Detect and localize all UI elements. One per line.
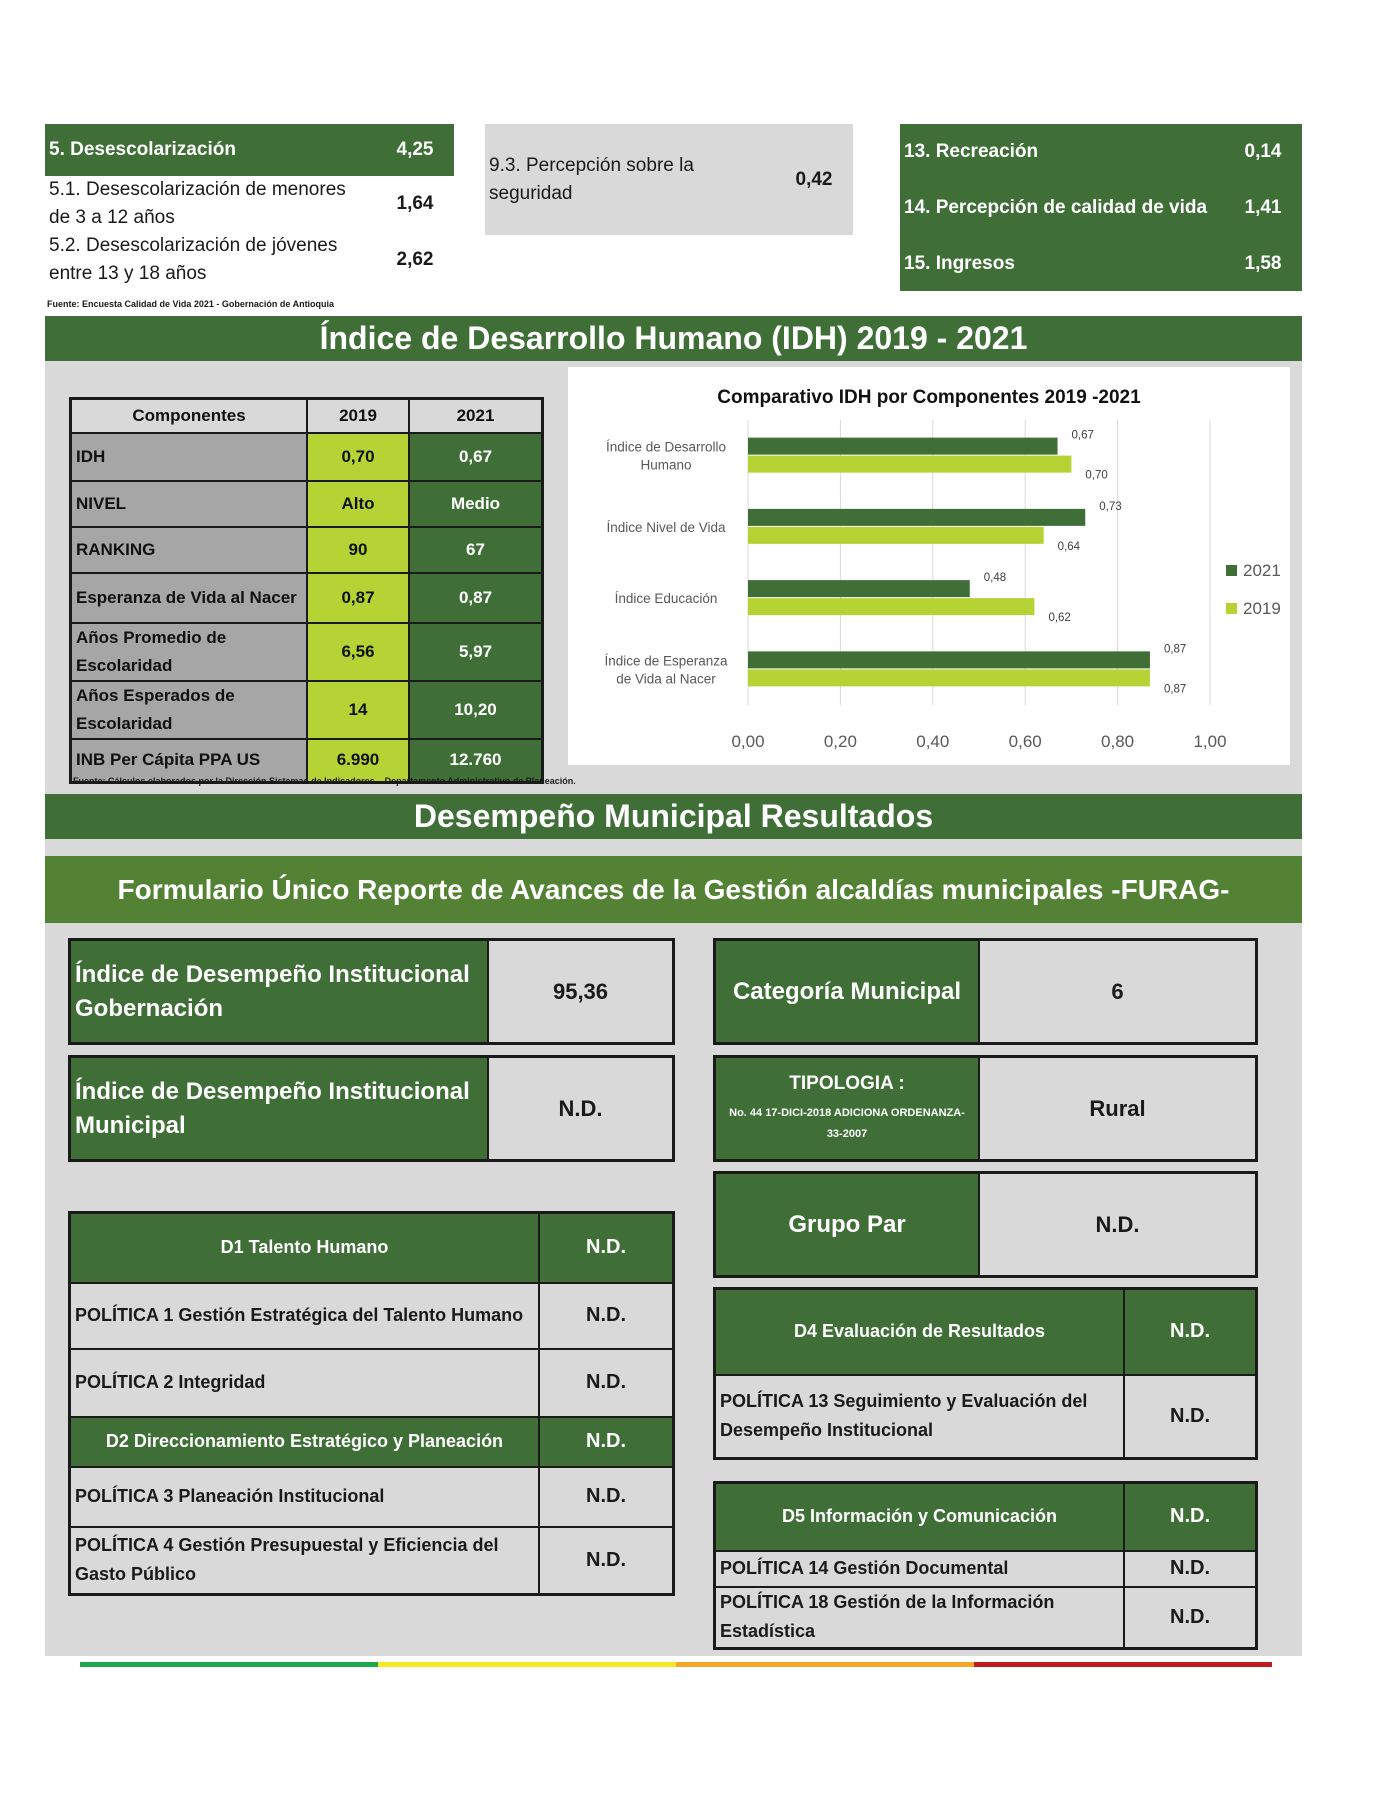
percepcion-seguridad-block (485, 124, 853, 235)
chart-bar-2019 (748, 527, 1044, 544)
chart-data-label: 0,70 (1085, 469, 1108, 482)
politica-row (715, 1587, 1257, 1649)
d4-header-row (715, 1289, 1257, 1375)
idi-gobernacion-label: Índice de Desempeño Institucional Gobernación (71, 941, 489, 1042)
politica-value: N.D. (539, 1283, 674, 1349)
chart-category-label: Índice de Esperanza de Vida al Nacer (604, 653, 728, 687)
politica-label: POLÍTICA 13 Seguimiento y Evaluación del Desempeño Institucional (715, 1375, 1125, 1459)
politica-label: POLÍTICA 4 Gestión Presupuestal y Eficiencia del Gasto Público (70, 1527, 540, 1595)
chart-bar-2019 (748, 669, 1150, 686)
desescolarizacion-label: 5. Desescolarización (49, 139, 236, 160)
chart-data-label: 0,73 (1099, 500, 1122, 513)
chart-legend-swatch (1226, 565, 1237, 576)
idh-cell-2021: 0,87 (409, 573, 543, 623)
idh-title-text: Índice de Desarrollo Humano (IDH) 2019 - 2021 (319, 320, 1028, 356)
d5-header-row (715, 1483, 1257, 1551)
percepcion-seguridad-value: 0,42 (795, 168, 833, 190)
politicas-table-d4 (713, 1287, 1258, 1460)
chart-data-label: 0,87 (1163, 683, 1187, 696)
idh-cell-2021: 5,97 (409, 623, 543, 681)
stripe-yellow (378, 1662, 676, 1667)
idh-cell-2019: 6,56 (307, 623, 409, 681)
idh-cell-label: IDH (71, 433, 308, 481)
percepcion-calidad-row (900, 180, 1302, 236)
idh-cell-2021: Medio (409, 481, 543, 527)
chart-data-label: 0,64 (1057, 540, 1081, 553)
desempeno-title (45, 794, 1302, 839)
politica-value: N.D. (539, 1467, 674, 1527)
categoria-box (713, 938, 1258, 1045)
chart-category-label: Índice Educación (614, 591, 718, 607)
source-note-idh: Fuente: Cálculos elaborados por la Dirección Sistemas de Indicadores – Departamento Administrativo de Planeación. (73, 776, 576, 786)
tipologia-sub: No. 44 17-DICI-2018 ADICIONA ORDENANZA-33-2007 (729, 1106, 965, 1140)
chart-bar-2019 (748, 456, 1071, 473)
chart-data-label: 0,67 (1071, 429, 1094, 442)
idi-gobernacion-box (68, 938, 675, 1045)
idh-cell-label: NIVEL (71, 481, 308, 527)
row-value: 2,62 (396, 249, 434, 270)
chart-data-label: 0,62 (1048, 612, 1071, 625)
stripe-red (974, 1662, 1272, 1667)
idh-cell-label: Años Esperados de Escolaridad (71, 681, 308, 739)
idh-cell-2019: 0,87 (307, 573, 409, 623)
recreacion-row (900, 124, 1302, 180)
chart-bar-2021 (748, 651, 1150, 668)
percepcion-seguridad-label: 9.3. Percepción sobre la seguridad (489, 154, 694, 204)
chart-bar-2021 (748, 509, 1085, 526)
chart-category-label: Índice Nivel de Vida (606, 519, 726, 535)
idh-row (71, 681, 543, 739)
idh-cell-2019: 6.990 (307, 739, 409, 783)
tipologia-label-box (716, 1058, 980, 1159)
d1-label: D1 Talento Humano (70, 1213, 540, 1283)
stripe-green (80, 1662, 378, 1667)
idh-cell-2021: 12.760 (409, 739, 543, 783)
idi-municipal-value: N.D. (489, 1058, 672, 1159)
d1-header-row (70, 1213, 674, 1283)
politica-label: POLÍTICA 18 Gestión de la Información Estadística (715, 1587, 1125, 1649)
politica-label: POLÍTICA 2 Integridad (70, 1349, 540, 1417)
politicas-table-d5 (713, 1481, 1258, 1650)
chart-x-tick-label: 0,80 (1101, 732, 1135, 751)
politica-value: N.D. (539, 1527, 674, 1595)
tipologia-value: Rural (980, 1058, 1255, 1159)
idh-cell-label: Años Promedio de Escolaridad (71, 623, 308, 681)
grupo-par-value: N.D. (980, 1174, 1255, 1275)
idi-municipal-label: Índice de Desempeño Institucional Municipal (71, 1058, 489, 1159)
desescolarizacion-row-1 (45, 176, 454, 232)
idh-cell-label: INB Per Cápita PPA US (71, 739, 308, 783)
politica-value: N.D. (1124, 1375, 1257, 1459)
politicas-table-d1-d2 (68, 1211, 675, 1596)
chart-legend-label: 2019 (1243, 599, 1281, 618)
chart-data-label: 0,87 (1163, 643, 1187, 656)
idh-cell-2019: Alto (307, 481, 409, 527)
desempeno-title-text: Desempeño Municipal Resultados (413, 798, 934, 834)
d4-label: D4 Evaluación de Resultados (715, 1289, 1125, 1375)
idi-municipal-box (68, 1055, 675, 1162)
idh-table (69, 397, 544, 784)
idh-header-2019: 2019 (307, 399, 409, 433)
ingresos-label: 15. Ingresos (904, 252, 1015, 274)
tipologia-box (713, 1055, 1258, 1162)
politica-label: POLÍTICA 14 Gestión Documental (715, 1551, 1125, 1587)
chart-x-tick-label: 0,20 (823, 732, 857, 751)
politica-row (715, 1375, 1257, 1459)
politica-value: N.D. (539, 1349, 674, 1417)
calidad-vida-block (900, 124, 1302, 291)
categoria-label: Categoría Municipal (716, 941, 980, 1042)
idh-title (45, 316, 1302, 361)
chart-x-tick-label: 0,60 (1008, 732, 1042, 751)
percepcion-calidad-label: 14. Percepción de calidad de vida (904, 197, 1208, 218)
ingresos-value: 1,58 (1244, 252, 1282, 274)
politica-row (715, 1551, 1257, 1587)
politica-label: POLÍTICA 1 Gestión Estratégica del Talento Humano (70, 1283, 540, 1349)
chart-bar-2021 (748, 580, 970, 597)
chart-x-tick-label: 0,40 (916, 732, 950, 751)
politica-row (70, 1349, 674, 1417)
row-label: 5.2. Desescolarización de jóvenes entre 13 y 18 años (49, 235, 338, 284)
furag-title (45, 856, 1302, 923)
grupo-par-box (713, 1171, 1258, 1278)
idh-cell-2021: 0,67 (409, 433, 543, 481)
chart-legend-swatch (1226, 603, 1237, 614)
row-label: 5.1. Desescolarización de menores de 3 a 12 años (49, 179, 346, 228)
politica-row (70, 1283, 674, 1349)
d2-label: D2 Direccionamiento Estratégico y Planeación (70, 1417, 540, 1467)
politica-row (70, 1467, 674, 1527)
row-value: 1,64 (396, 193, 434, 214)
idh-comparison-chart (568, 367, 1290, 765)
ingresos-row (900, 236, 1302, 291)
tipologia-label: TIPOLOGIA : (789, 1072, 905, 1094)
d4-value: N.D. (1124, 1289, 1257, 1375)
grupo-par-label: Grupo Par (716, 1174, 980, 1275)
idh-header-2021: 2021 (409, 399, 543, 433)
d2-header-row (70, 1417, 674, 1467)
source-note-ecv: Fuente: Encuesta Calidad de Vida 2021 - Gobernación de Antioquia (47, 299, 335, 309)
desescolarizacion-row-2 (45, 232, 454, 288)
idh-cell-2019: 90 (307, 527, 409, 573)
recreacion-value: 0,14 (1244, 141, 1282, 162)
idh-row (71, 623, 543, 681)
idh-cell-2019: 0,70 (307, 433, 409, 481)
idh-chart-panel (568, 367, 1290, 765)
d2-value: N.D. (539, 1417, 674, 1467)
chart-bar-2019 (748, 598, 1034, 615)
stripe-orange (676, 1662, 974, 1667)
chart-title: Comparativo IDH por Componentes 2019 -2021 (717, 387, 1141, 408)
idh-cell-label: RANKING (71, 527, 308, 573)
politica-value: N.D. (1124, 1551, 1257, 1587)
desescolarizacion-value: 4,25 (396, 139, 434, 160)
politica-label: POLÍTICA 3 Planeación Institucional (70, 1467, 540, 1527)
desescolarizacion-header (45, 124, 454, 176)
recreacion-label: 13. Recreación (904, 141, 1039, 162)
chart-x-tick-label: 1,00 (1193, 732, 1227, 751)
idh-cell-label: Esperanza de Vida al Nacer (71, 573, 308, 623)
idh-cell-2021: 10,20 (409, 681, 543, 739)
chart-x-tick-label: 0,00 (731, 732, 765, 751)
d5-value: N.D. (1124, 1483, 1257, 1551)
idh-row (71, 573, 543, 623)
chart-legend-label: 2021 (1243, 561, 1281, 580)
idh-row (71, 527, 543, 573)
idh-row (71, 433, 543, 481)
footer-color-stripe (80, 1662, 1272, 1667)
chart-category-label: Índice de Desarrollo Humano (605, 439, 727, 473)
idi-gobernacion-value: 95,36 (489, 941, 672, 1042)
d1-value: N.D. (539, 1213, 674, 1283)
chart-bar-2021 (748, 438, 1058, 455)
percepcion-calidad-value: 1,41 (1244, 197, 1282, 218)
politica-row (70, 1527, 674, 1595)
furag-title-text: Formulario Único Reporte de Avances de la Gestión alcaldías municipales -FURAG- (117, 873, 1230, 905)
categoria-value: 6 (980, 941, 1255, 1042)
politica-value: N.D. (1124, 1587, 1257, 1649)
d5-label: D5 Información y Comunicación (715, 1483, 1125, 1551)
idh-header-componentes: Componentes (71, 399, 308, 433)
idh-cell-2019: 14 (307, 681, 409, 739)
chart-data-label: 0,48 (983, 572, 1007, 585)
idh-row (71, 481, 543, 527)
idh-cell-2021: 67 (409, 527, 543, 573)
